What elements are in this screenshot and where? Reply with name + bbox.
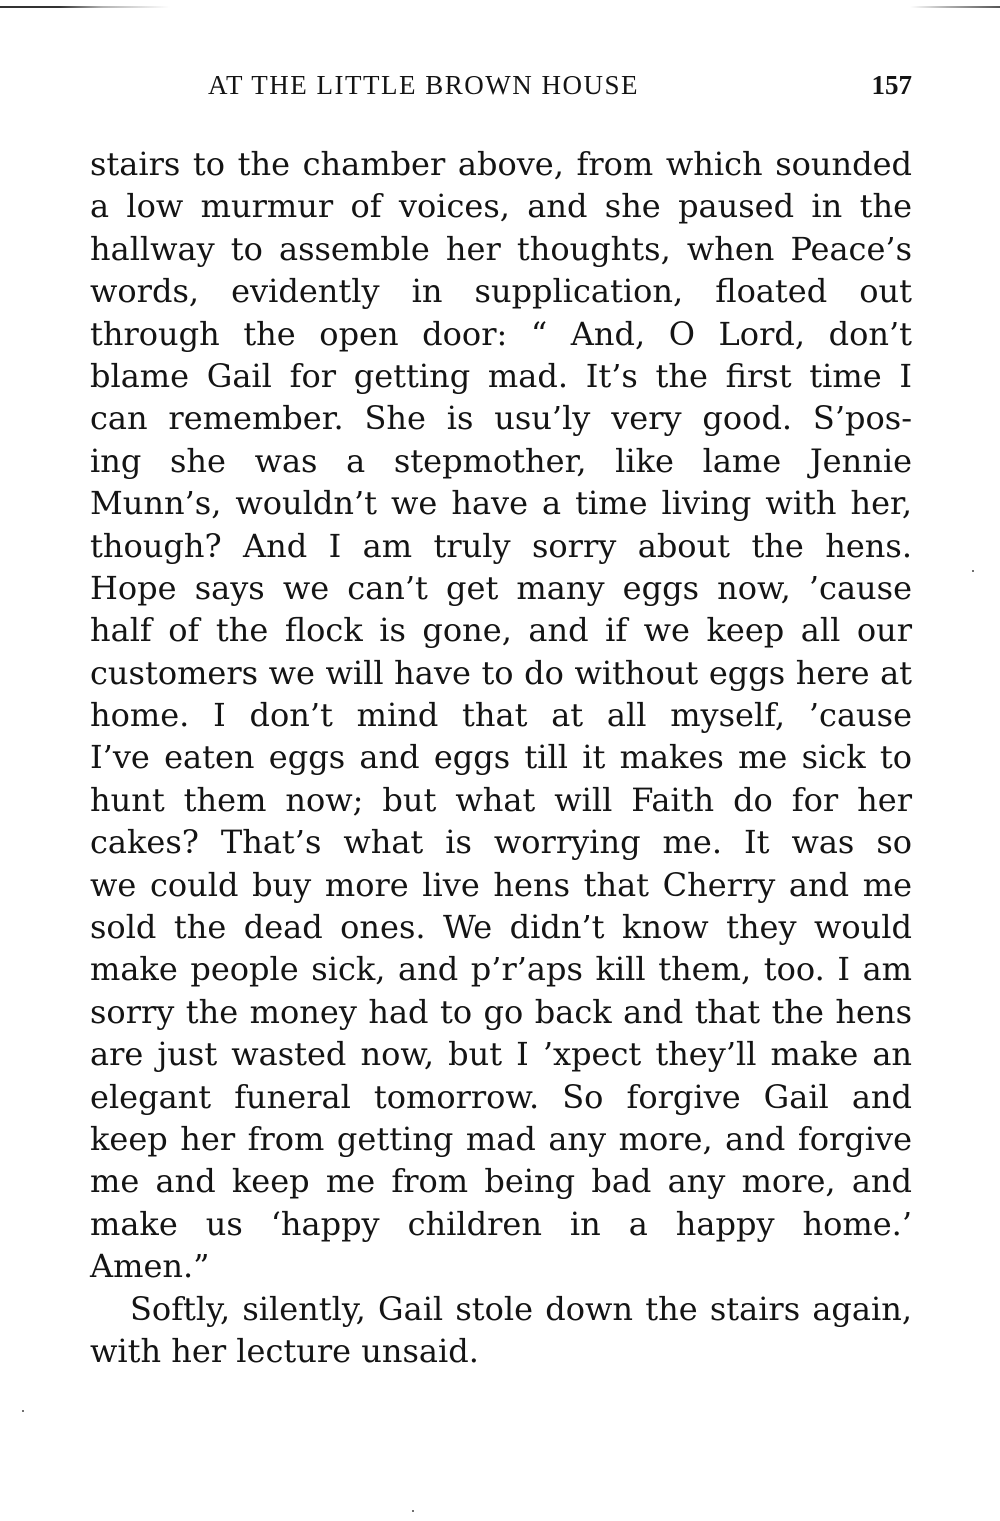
scan-edge-mark-left — [0, 6, 170, 8]
running-title: AT THE LITTLE BROWN HOUSE — [208, 70, 639, 100]
text-line: Amen.” — [90, 1247, 210, 1286]
scan-speck — [412, 1510, 414, 1512]
text-line: cakes? That’s what is worrying me. It was so — [90, 823, 912, 862]
text-line: though? And I am truly sorry about the hens. — [90, 526, 912, 565]
text-line: customers we will have to do without eggs here at — [90, 653, 912, 692]
text-line: are just wasted now, but I ’xpect they’ll make an — [90, 1035, 912, 1074]
text-line: Softly, silently, Gail stole down the stairs again, — [130, 1289, 912, 1328]
text-line: a low murmur of voices, and she paused in the — [90, 187, 912, 226]
text-line: make us ‘happy children in a happy home.’ — [90, 1204, 912, 1243]
text-line: stairs to the chamber above, from which sounded — [90, 145, 912, 183]
text-line: I’ve eaten eggs and eggs till it makes me sick to — [90, 738, 912, 777]
text-line: we could buy more live hens that Cherry and me — [90, 865, 912, 904]
text-line: sold the dead ones. We didn’t know they would — [90, 908, 912, 947]
text-line: make people sick, and p’r’aps kill them, too. I am — [90, 950, 912, 989]
text-line: home. I don’t mind that at all myself, ’cause — [90, 696, 912, 735]
text-line: through the open door: “ And, O Lord, don’t — [90, 314, 912, 353]
paragraph-2 — [90, 1288, 912, 1373]
scan-edge-mark-right — [910, 6, 1000, 8]
text-line: hunt them now; but what will Faith do for her — [90, 780, 912, 819]
text-line: sorry the money had to go back and that the hens — [90, 992, 912, 1031]
paragraph-1 — [90, 143, 912, 1288]
text-line: hallway to assemble her thoughts, when Peace’s — [90, 229, 912, 268]
text-line: Hope says we can’t get many eggs now, ’cause — [90, 568, 912, 607]
text-line: elegant funeral tomorrow. So forgive Gail and — [90, 1077, 912, 1116]
text-line: blame Gail for getting mad. It’s the first time I — [90, 356, 912, 395]
text-line: keep her from getting mad any more, and forgive — [90, 1119, 912, 1158]
scan-speck — [972, 570, 974, 572]
text-line: can remember. She is usu’ly very good. S’pos- — [90, 399, 912, 438]
text-line: Munn’s, wouldn’t we have a time living with her, — [90, 484, 912, 523]
text-line: with her lecture unsaid. — [90, 1331, 479, 1370]
body-text — [90, 143, 912, 1372]
text-line: me and keep me from being bad any more, and — [90, 1162, 912, 1201]
scan-speck — [22, 1410, 24, 1412]
page-number: 157 — [871, 70, 912, 100]
page-header — [90, 70, 912, 110]
text-line: ing she was a stepmother, like lame Jennie — [90, 441, 912, 480]
text-line: half of the flock is gone, and if we keep all our — [90, 611, 912, 650]
text-line: words, evidently in supplication, floated out — [90, 272, 912, 311]
